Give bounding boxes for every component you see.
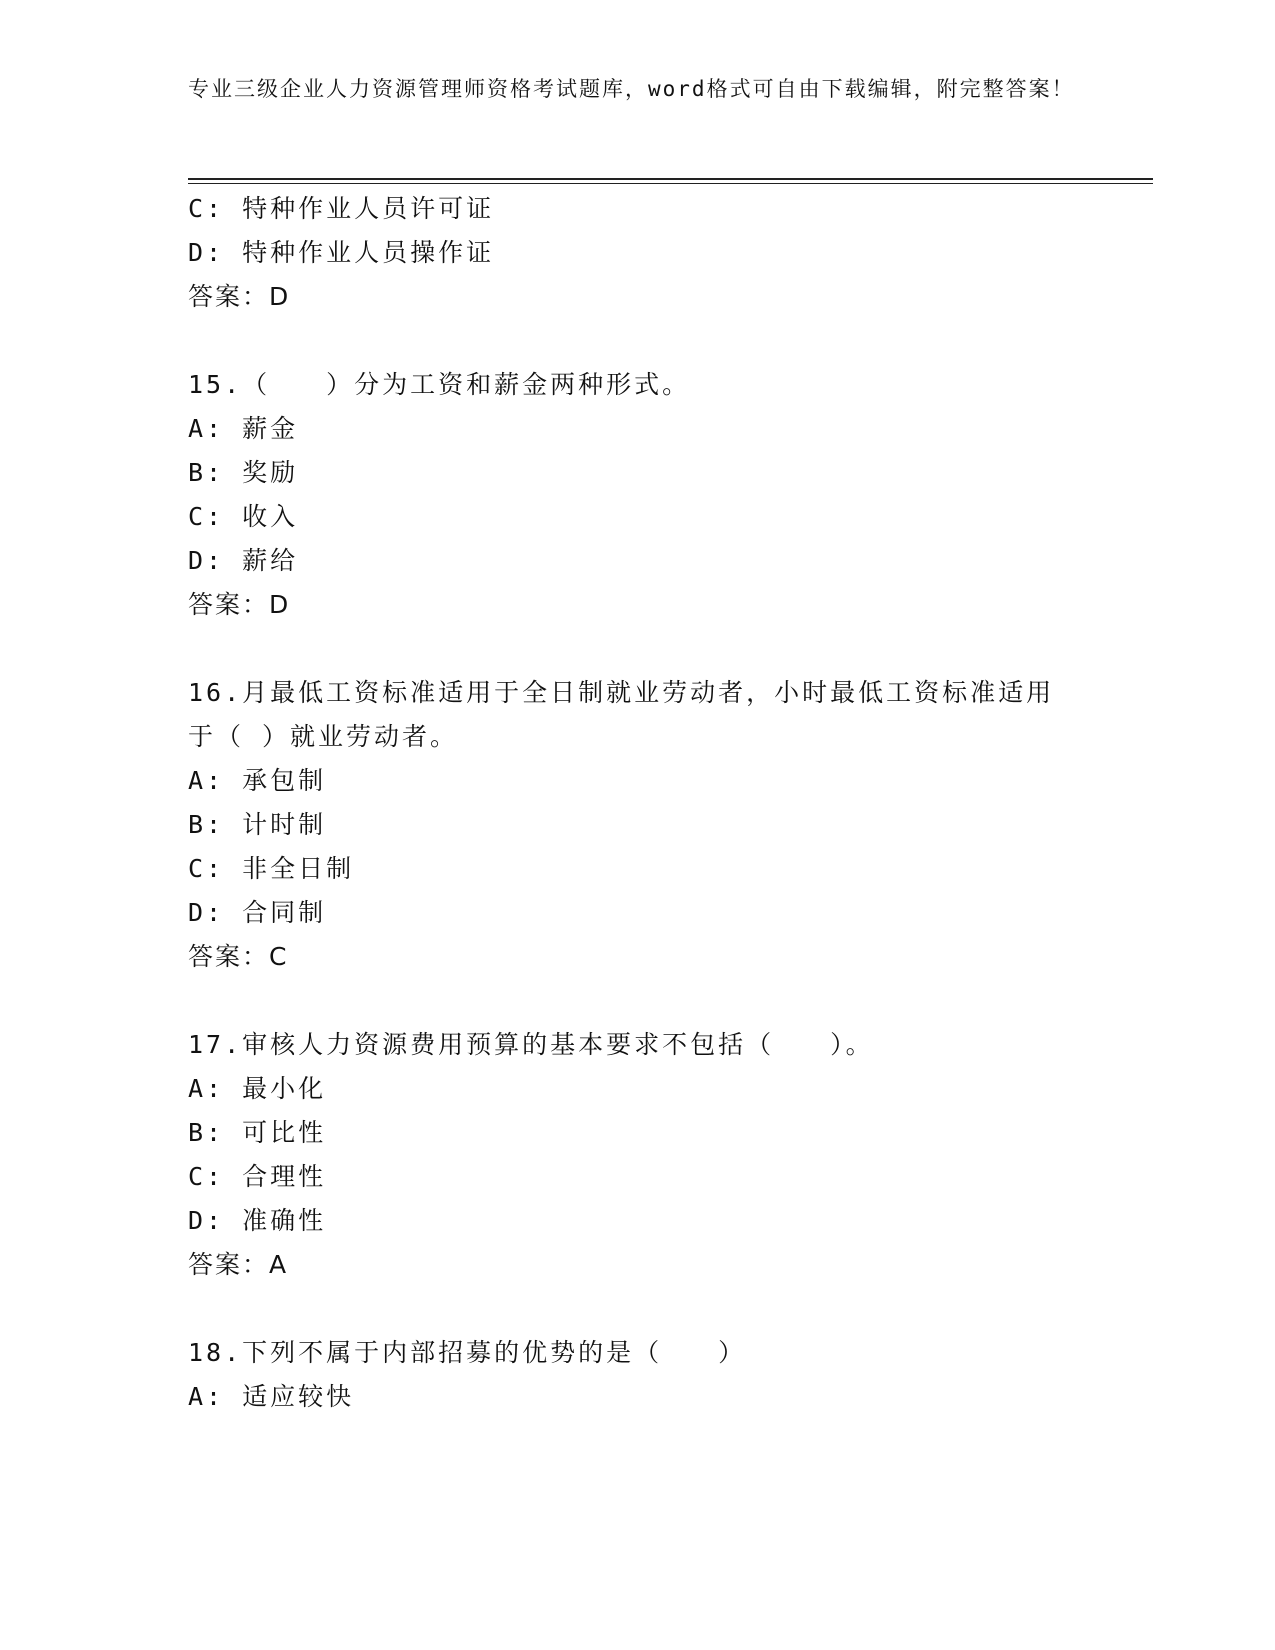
q17-stem: 17.审核人力资源费用预算的基本要求不包括（ ）。 xyxy=(188,1030,874,1059)
q14-option-c: C: 特种作业人员许可证 xyxy=(188,194,495,223)
q15-option-a: A: 薪金 xyxy=(188,414,299,443)
q16-option-a: A: 承包制 xyxy=(188,766,327,795)
q15-option-b: B: 奖励 xyxy=(188,458,299,487)
q16-option-b: B: 计时制 xyxy=(188,810,327,839)
header-divider-thick xyxy=(188,178,1153,180)
q17-option-b: B: 可比性 xyxy=(188,1118,327,1147)
q15-option-c: C: 收入 xyxy=(188,502,299,531)
page-header: 专业三级企业人力资源管理师资格考试题库，word格式可自由下载编辑，附完整答案！ xyxy=(188,77,1075,101)
q16-answer: 答案：C xyxy=(188,942,289,971)
q16-stem-line2: 于（ ）就业劳动者。 xyxy=(188,722,459,751)
q18-option-a: A: 适应较快 xyxy=(188,1382,355,1411)
q16-stem-line1: 16.月最低工资标准适用于全日制就业劳动者，小时最低工资标准适用 xyxy=(188,678,1055,707)
q17-answer: 答案：A xyxy=(188,1250,289,1279)
header-divider-thin xyxy=(188,183,1153,184)
q17-option-d: D: 准确性 xyxy=(188,1206,327,1235)
q17-option-c: C: 合理性 xyxy=(188,1162,327,1191)
q16-option-c: C: 非全日制 xyxy=(188,854,355,883)
q15-option-d: D: 薪给 xyxy=(188,546,299,575)
q17-option-a: A: 最小化 xyxy=(188,1074,327,1103)
q15-answer: 答案：D xyxy=(188,590,291,619)
q14-answer: 答案：D xyxy=(188,282,291,311)
q14-option-d: D: 特种作业人员操作证 xyxy=(188,238,495,267)
q15-stem: 15.（ ）分为工资和薪金两种形式。 xyxy=(188,370,691,399)
q16-option-d: D: 合同制 xyxy=(188,898,327,927)
q18-stem: 18.下列不属于内部招募的优势的是（ ） xyxy=(188,1338,747,1367)
